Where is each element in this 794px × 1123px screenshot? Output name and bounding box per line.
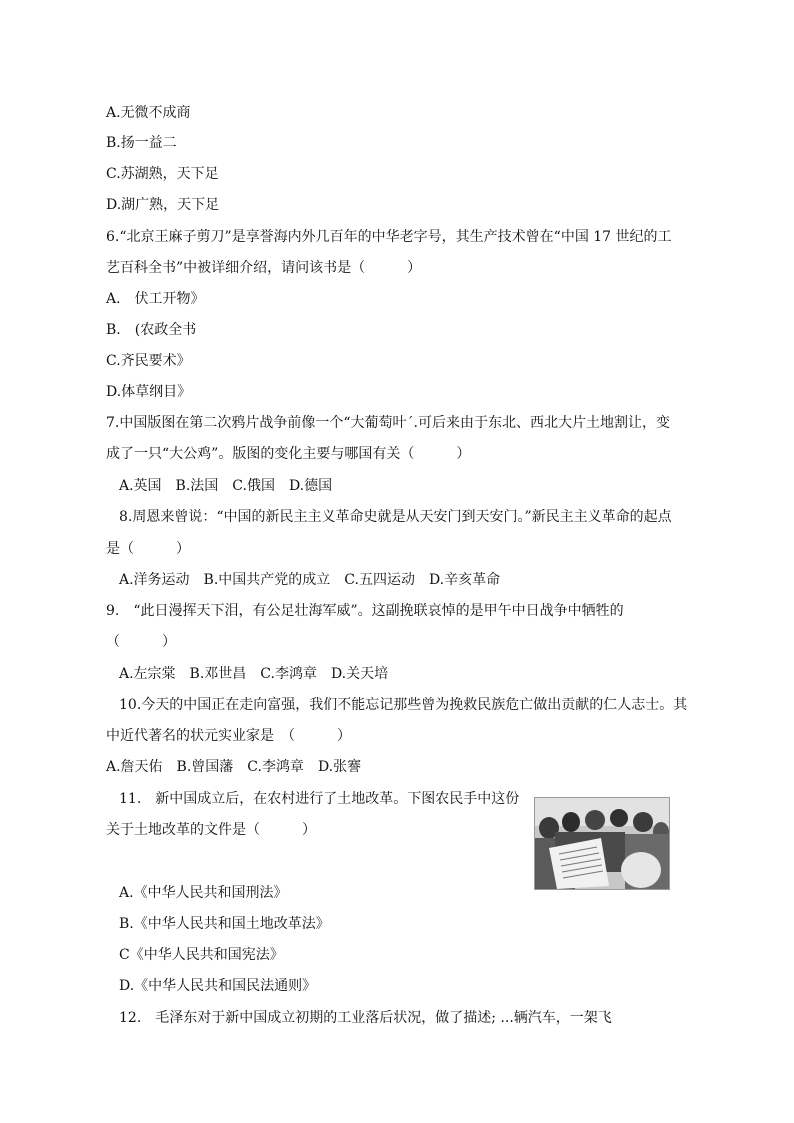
land-reform-photo-image xyxy=(535,798,669,889)
q8-stem-line2: 是（ ） xyxy=(106,541,190,557)
q11-option-c: C《中华人民共和国宪法》 xyxy=(119,947,284,963)
q9-stem-line2: （ ） xyxy=(106,634,176,650)
q8-options: A.洋务运动 B.中国共产党的成立 C.五四运动 D.辛亥革命 xyxy=(119,572,501,588)
q9-stem-line1: 9. “此日漫挥天下泪，有公足壮海军威”。这副挽联哀悼的是甲午中日战争中牺牲的 xyxy=(106,603,624,619)
q6-stem-line2: 艺百科全书”中被详细介绍，请问该书是（ ） xyxy=(106,260,422,276)
q12-stem-line1: 12. 毛泽东对于新中国成立初期的工业落后状况，做了描述; ...辆汽车，一架飞 xyxy=(119,1010,612,1026)
q11-stem-line1: 11. 新中国成立后，在农村进行了土地改革。下图农民手中这份 xyxy=(119,791,520,807)
q10-stem-line2: 中近代著名的状元实业家是 （ ） xyxy=(106,728,351,744)
q5-option-a: A.无微不成商 xyxy=(106,105,191,121)
q6-option-d: D.体草纲目》 xyxy=(106,384,192,400)
land-reform-photo xyxy=(534,797,670,890)
q8-stem-line1: 8.周恩来曾说：“中国的新民主主义革命史就是从天安门到天安门。”新民主主义革命的起点 xyxy=(119,509,672,525)
q5-option-b: B.扬一益二 xyxy=(106,135,177,151)
q11-option-b: B.《中华人民共和国土地改革法》 xyxy=(119,916,330,932)
q6-stem-line1: 6.“北京王麻子剪刀”是享誉海内外几百年的中华老字号，其生产技术曾在“中国 17 世纪的工 xyxy=(106,229,672,245)
q7-stem-line2: 成了一只“大公鸡”。版图的变化主要与哪国有关（ ） xyxy=(106,446,471,462)
q5-option-c: C.苏湖熟，天下足 xyxy=(106,166,219,182)
q9-options: A.左宗棠 B.邓世昌 C.李鸿章 D.关天培 xyxy=(119,666,389,682)
q7-options: A.英国 B.法国 C.俄国 D.德国 xyxy=(119,478,333,494)
q11-option-d: D.《中华人民共和国民法通则》 xyxy=(119,978,317,994)
q6-option-b: B. (农政全书 xyxy=(106,322,197,338)
q11-option-a: A.《中华人民共和国刑法》 xyxy=(119,885,288,901)
q6-option-c: C.齐民要术》 xyxy=(106,353,191,369)
q11-stem-line2: 关于土地改革的文件是（ ） xyxy=(106,822,316,838)
q7-stem-line1: 7.中国版图在第二次鸦片战争前像一个“大葡萄叶ˊ.可后来由于东北、西北大片土地割让，变 xyxy=(106,415,670,431)
q10-stem-line1: 10.今天的中国正在走向富强，我们不能忘记那些曾为挽救民族危亡做出贡献的仁人志士。其 xyxy=(119,697,688,713)
q10-options: A.詹天佑 B.曾国藩 C.李鸿章 D.张謇 xyxy=(106,759,362,775)
q6-option-a: A. 伏工开物》 xyxy=(106,291,205,307)
q5-option-d: D.湖广熟，天下足 xyxy=(106,197,220,213)
